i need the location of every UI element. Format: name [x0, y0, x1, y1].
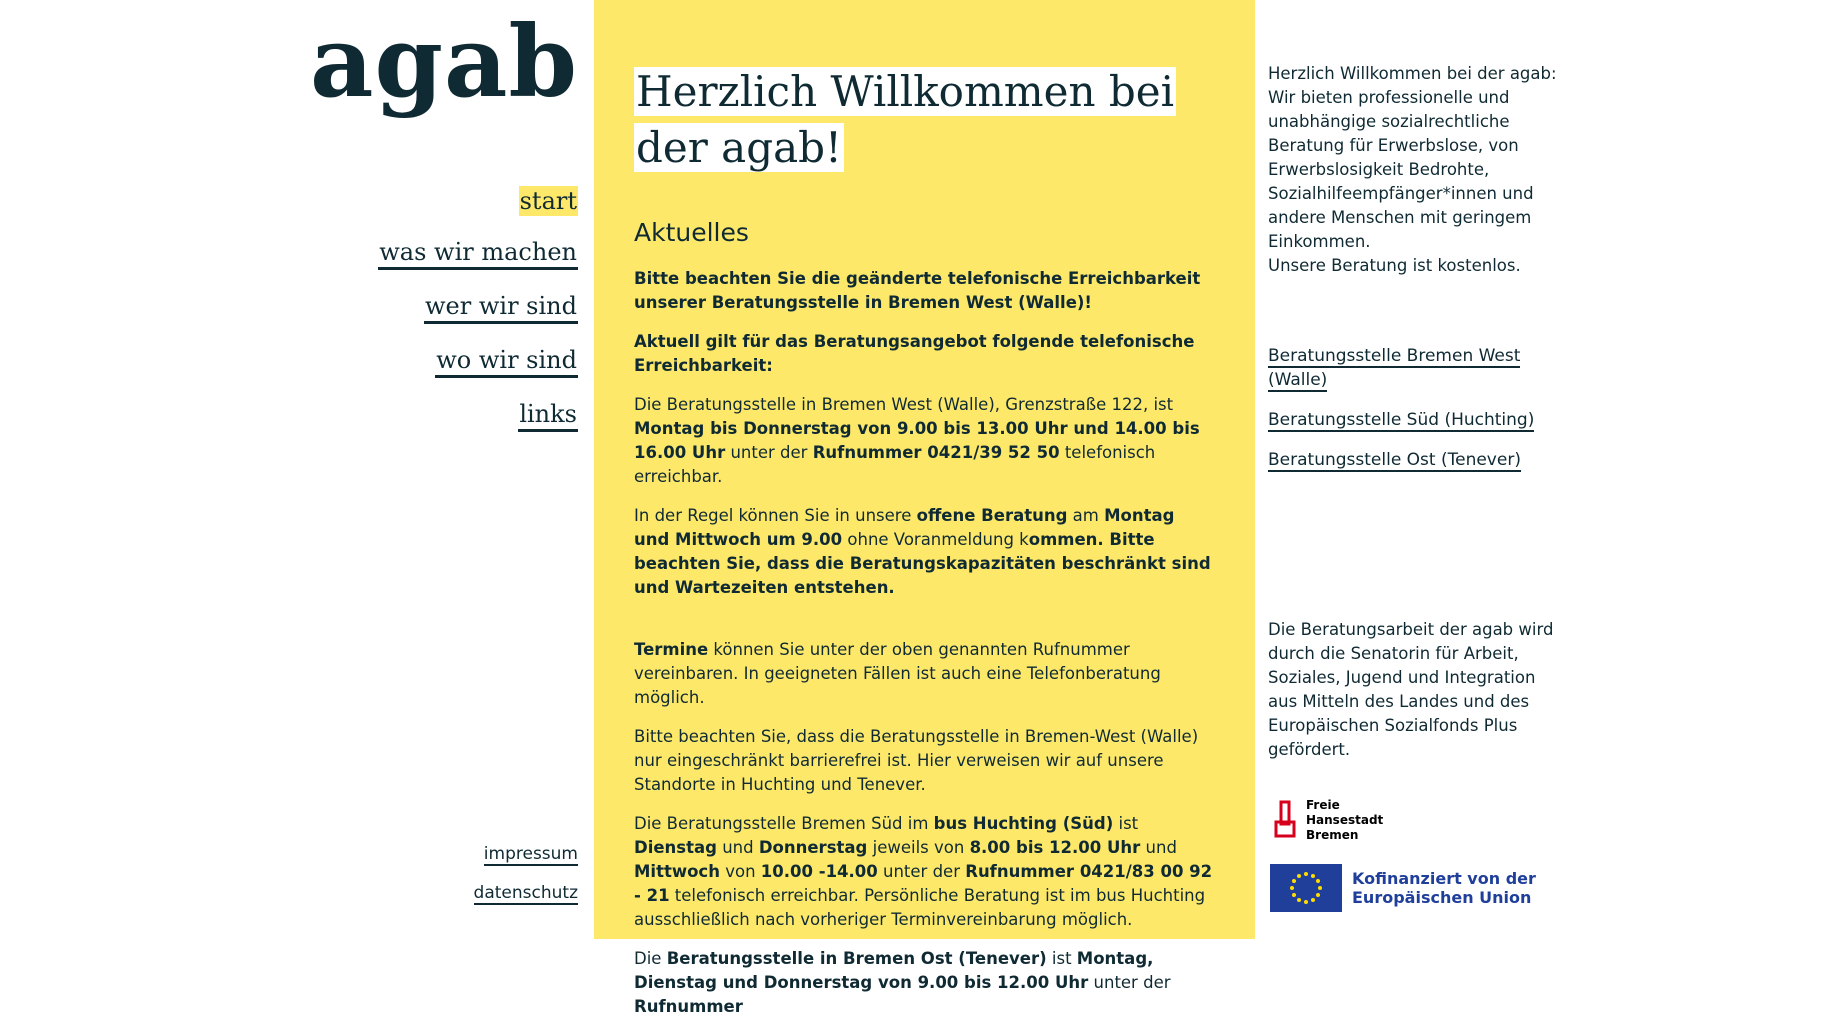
intro-text: Herzlich Willkommen bei der agab: Wir bieten professionelle und unabhängige sozialrechtliche Beratung für Erwerbslose, von Erwerbslosigkeit Bedrohte, Sozialhilfeempfänger*innen und andere Menschen mit geringem Einkommen. Unsere Beratung ist kostenlos. [1268, 64, 1557, 275]
nav-item-label: wo wir sind [435, 345, 578, 378]
site-logo[interactable]: agab [309, 5, 578, 120]
nav-item-links[interactable] [378, 399, 578, 432]
datenschutz-link[interactable] [474, 882, 578, 904]
bremen-logo-line: Freie [1306, 797, 1340, 812]
section-title: Aktuelles [634, 218, 749, 247]
eu-logo-line: Kofinanziert von der [1352, 869, 1536, 888]
notice-paragraph: Bitte beachten Sie die geänderte telefonische Erreichbarkeit unserer Beratungsstelle in Bremen West (Walle)! [634, 269, 1201, 312]
footer-nav [474, 843, 578, 921]
nav-item-wo-wir-sind[interactable] [378, 345, 578, 378]
open-consultation-paragraph: In der Regel können Sie in unsere offene Beratung am Montag und Mittwoch um 9.00 ohne Voranmeldung kommen. Bitte beachten Sie, dass die Beratungskapazitäten beschränkt sind und Wartezeiten entstehen. [634, 506, 1211, 597]
location-link-ost[interactable]: Beratungsstelle Ost (Tenever) [1268, 450, 1521, 470]
page-title: Herzlich Willkommen bei der agab! [636, 67, 1175, 172]
availability-heading: Aktuell gilt für das Beratungsangebot folgende telefonische Erreichbarkeit: [634, 332, 1195, 375]
bremen-logo-line: Bremen [1306, 827, 1359, 842]
nav-item-wer-wir-sind[interactable] [378, 291, 578, 324]
nav-item-label: wer wir sind [424, 291, 578, 324]
bremen-logo [1272, 796, 1392, 844]
funding-text: Die Beratungsarbeit der agab wird durch die Senatorin für Arbeit, Soziales, Jugend und Integration aus Mitteln des Landes und des Europäischen Sozialfonds Plus gefördert. [1268, 620, 1554, 759]
main-content [594, 0, 1255, 1016]
nav-item-label: start [519, 187, 577, 215]
impressum-label: impressum [483, 844, 578, 864]
huchting-hours-paragraph: Die Beratungsstelle Bremen Süd im bus Huchting (Süd) ist Dienstag und Donnerstag jeweils von 8.00 bis 12.00 Uhr und Mittwoch von 10.00 -14.00 unter der Rufnummer 0421/83 00 92 - 21 telefonisch erreichbar. Persönliche Beratung ist im bus Huchting ausschließlich nach vorheriger Terminvereinbarung möglich. [634, 814, 1213, 929]
location-link-west[interactable]: Beratungsstelle Bremen West (Walle) [1268, 346, 1521, 390]
sidebar [1268, 62, 1578, 488]
bremen-key-icon [1272, 800, 1298, 840]
impressum-link[interactable] [474, 843, 578, 865]
accessibility-paragraph: Bitte beachten Sie, dass die Beratungsstelle in Bremen-West (Walle) nur eingeschränkt barrierefrei ist. Hier verweisen wir auf unsere Standorte in Huchting und Tenever. [634, 727, 1199, 794]
eu-flag-icon [1270, 864, 1342, 912]
nav-item-label: was wir machen [378, 237, 578, 270]
datenschutz-label: datenschutz [473, 883, 578, 903]
eu-logo [1270, 864, 1536, 912]
walle-hours-paragraph: Die Beratungsstelle in Bremen West (Walle), Grenzstraße 122, ist Montag bis Donnerstag von 9.00 bis 13.00 Uhr und 14.00 bis 16.00 Uhr unter der Rufnummer 0421/39 52 50 telefonisch erreichbar. [634, 395, 1200, 486]
location-link-sued[interactable]: Beratungsstelle Süd (Huchting) [1268, 410, 1535, 430]
main-nav [378, 186, 578, 453]
bremen-logo-line: Hansestadt [1306, 812, 1384, 827]
appointments-paragraph: Termine können Sie unter der oben genannten Rufnummer vereinbaren. In geeigneten Fällen ist auch eine Telefonberatung möglich. [634, 640, 1161, 707]
location-links [1268, 344, 1578, 472]
eu-logo-line: Europäischen Union [1352, 888, 1532, 907]
tenever-hours-paragraph: Die Beratungsstelle in Bremen Ost (Tenever) ist Montag, Dienstag und Donnerstag von 9.00 bis 12.00 Uhr unter der Rufnummer [634, 949, 1171, 1016]
nav-item-label: links [518, 399, 578, 432]
nav-item-was-wir-machen[interactable] [378, 237, 578, 270]
nav-item-start[interactable] [378, 186, 578, 216]
